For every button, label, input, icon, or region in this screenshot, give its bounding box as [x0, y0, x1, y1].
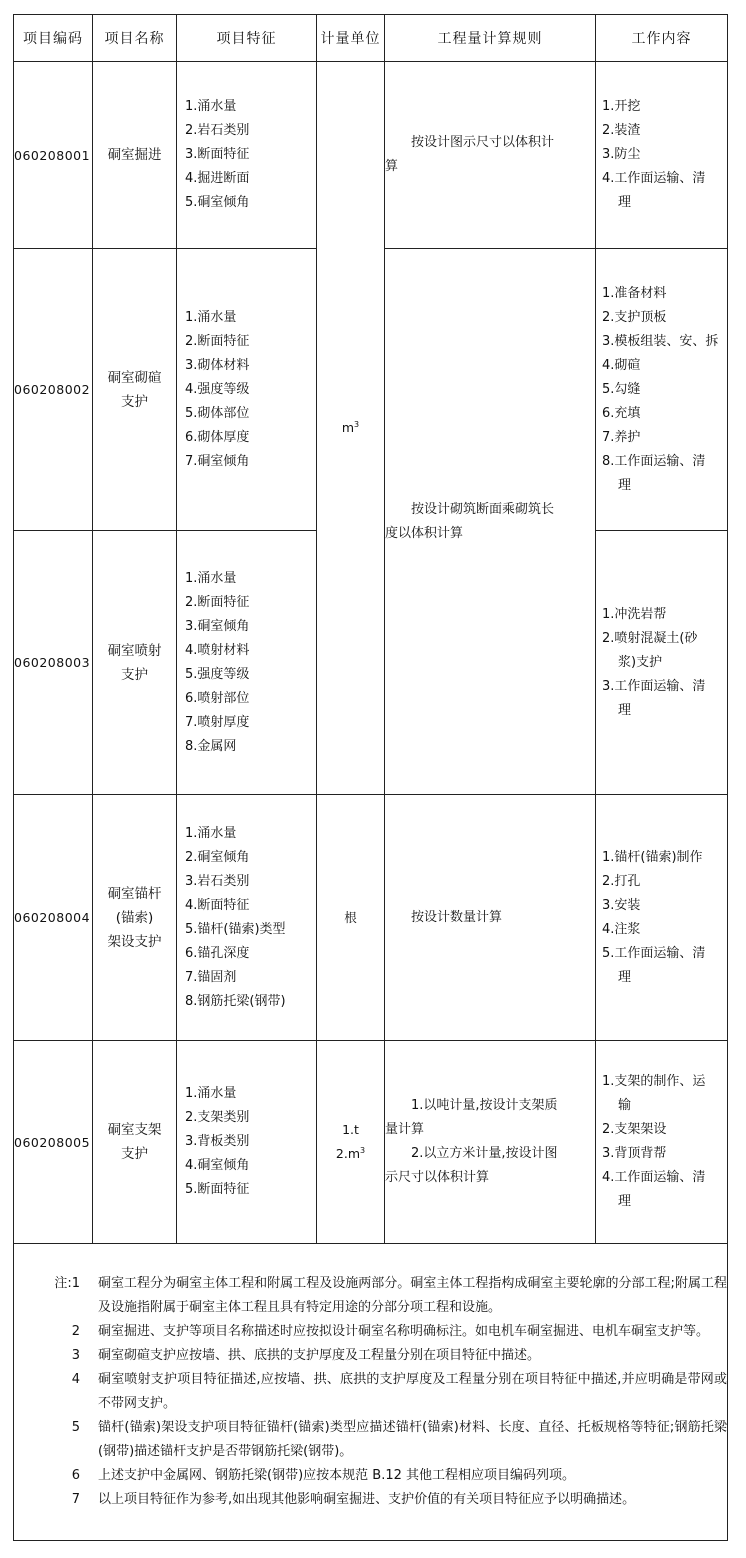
header-code: 项目编码	[14, 15, 93, 62]
header-row	[14, 15, 728, 62]
item-unit: 根	[317, 795, 385, 1041]
header-work: 工作内容	[596, 15, 728, 62]
item-rule: 1.以吨计量,按设计支架质 量计算 2.以立方米计量,按设计图 示尺寸以体积计算	[385, 1041, 596, 1244]
item-features: 1.涌水量 2.断面特征 3.砌体材料 4.强度等级 5.砌体部位 6.砌体厚度 7.硐室倾角	[177, 249, 317, 531]
item-work: 1.锚杆(锚索)制作 2.打孔 3.安装 4.注浆 5.工作面运输、清 理	[596, 795, 728, 1041]
item-name: 硐室砌碹 支护	[93, 249, 177, 531]
item-work: 1.准备材料 2.支护顶板 3.模板组装、安、拆 4.砌碹 5.勾缝 6.充填 7.养护 8.工作面运输、清 理	[596, 249, 728, 531]
item-features: 1.涌水量 2.支架类别 3.背板类别 4.硐室倾角 5.断面特征	[177, 1041, 317, 1244]
item-name: 硐室掘进	[93, 62, 177, 249]
header-name: 项目名称	[93, 15, 177, 62]
item-code: 060208005	[14, 1041, 93, 1244]
header-unit: 计量单位	[317, 15, 385, 62]
notes-row	[14, 1244, 728, 1541]
notes-cell	[14, 1244, 728, 1541]
item-rule: 按设计砌筑断面乘砌筑长 度以体积计算	[385, 249, 596, 795]
header-features: 项目特征	[177, 15, 317, 62]
item-unit: $m^3$	[317, 62, 385, 795]
item-name: 硐室喷射 支护	[93, 531, 177, 795]
item-unit: 1.t $2.m^3$	[317, 1041, 385, 1244]
item-code: 060208003	[14, 531, 93, 795]
note-item: 5 锚杆(锚索)架设支护项目特征锚杆(锚索)类型应描述锚杆(锚索)材料、长度、直径、托板规格等特征;钢筋托梁(钢带)描述锚杆支护是否带钢筋托梁(钢带)。	[71, 1420, 727, 1459]
item-features: 1.涌水量 2.硐室倾角 3.岩石类别 4.断面特征 5.锚杆(锚索)类型 6.锚孔深度 7.锚固剂 8.钢筋托梁(钢带)	[177, 795, 317, 1041]
spec-table	[13, 14, 728, 1541]
header-rule: 工程量计算规则	[385, 15, 596, 62]
note-item: 注:1 硐室工程分为硐室主体工程和附属工程及设施两部分。硐室主体工程指构成硐室主要轮廓的分部工程;附属工程及设施指附属于硐室主体工程且具有特定用途的分部分项工程和设施。	[54, 1276, 727, 1315]
item-code: 060208004	[14, 795, 93, 1041]
item-code: 060208002	[14, 249, 93, 531]
note-item: 6 上述支护中金属网、钢筋托梁(钢带)应按本规范 B.12 其他工程相应项目编码列项。	[71, 1468, 576, 1483]
item-work: 1.开挖 2.装渣 3.防尘 4.工作面运输、清 理	[596, 62, 728, 249]
item-work: 1.冲洗岩帮 2.喷射混凝土(砂 浆)支护 3.工作面运输、清 理	[596, 531, 728, 795]
table-row	[14, 1041, 728, 1244]
note-item: 7 以上项目特征作为参考,如出现其他影响硐室掘进、支护价值的有关项目特征应予以明确描述。	[71, 1492, 636, 1507]
item-rule: 按设计图示尺寸以体积计 算	[385, 62, 596, 249]
item-work: 1.支架的制作、运 输 2.支架架设 3.背顶背帮 4.工作面运输、清 理	[596, 1041, 728, 1244]
item-rule: 按设计数量计算	[385, 795, 596, 1041]
note-item: 3 硐室砌碹支护应按墙、拱、底拱的支护厚度及工程量分别在项目特征中描述。	[71, 1348, 541, 1363]
item-name: 硐室锚杆 (锚索) 架设支护	[93, 795, 177, 1041]
note-item: 2 硐室掘进、支护等项目名称描述时应按拟设计硐室名称明确标注。如电机车硐室掘进、电机车硐室支护等。	[71, 1324, 710, 1339]
item-features: 1.涌水量 2.断面特征 3.硐室倾角 4.喷射材料 5.强度等级 6.喷射部位 7.喷射厚度 8.金属网	[177, 531, 317, 795]
item-name: 硐室支架 支护	[93, 1041, 177, 1244]
item-features: 1.涌水量 2.岩石类别 3.断面特征 4.掘进断面 5.硐室倾角	[177, 62, 317, 249]
table-row	[14, 795, 728, 1041]
table-row	[14, 62, 728, 249]
note-item: 4 硐室喷射支护项目特征描述,应按墙、拱、底拱的支护厚度及工程量分别在项目特征中描述,并应明确是带网或不带网支护。	[71, 1372, 727, 1411]
item-code: 060208001	[14, 62, 93, 249]
